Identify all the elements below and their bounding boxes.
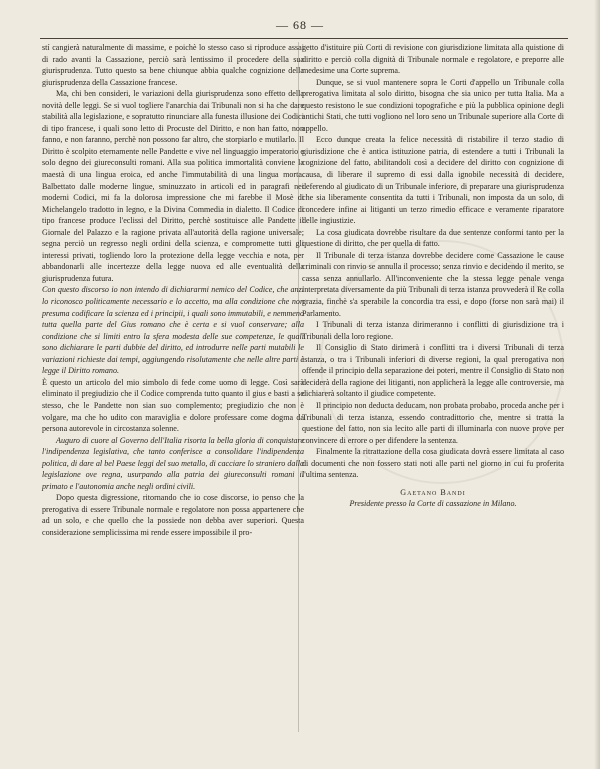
header-rule — [40, 38, 568, 39]
right-paragraph: Il principio non deducta deducam, non probata probabo, proceda anche per i Tribunali di terza istanza, essendo contradittorio che, mentre si tratta la questione del fatto, non sia lecito alle parti di illuminarla con nuove prove per convincere di errore o per difendere la sentenza. — [302, 400, 564, 445]
right-paragraph: getto d'istituire più Corti di revisione con giurisdizione limitata alla quistione di diritto e perciò colla dignità di Tribunale normale e regolatore, e preporre alle medesime una Corte suprema. — [302, 43, 564, 76]
left-column — [42, 42, 304, 539]
signature-role: Presidente presso la Corte di cassazione in Milano. — [349, 499, 517, 509]
left-paragraph: Auguro di cuore al Governo dell'Italia risorta la bella gloria di conquistare l'indipendenza legislativa, che tanto conferisce a consolidare l'indipendenza politica, di dare al bel Paese leggi del suo metallo, di cacciare lo straniero dalla legislazione ove regna, usurpando alla patria dei giureconsulti romani il primato e l'autonomia anche negli ordini civili. — [42, 435, 304, 491]
left-paragraph: Ma, chi ben consideri, le variazioni della giurisprudenza sono effetto della novità delle leggi. Se si vuol togliere l'anarchia dai Tribunali non si ha che dare stabilità alla legislazione, e sopratutto rinunciare alla funesta illusione dei Codici di tipo francese, i quali sono letto di Procuste del Diritto, e non han fatto, non fanno, e non faranno, perchè non possono far altro, che storpiarlo e mutilarlo. Il Diritto è scolpito eternamente nelle Pandette e vive nel linguaggio imperatorio e solo degno dei giureconsulti romani. Alla sua politica immortalità conviene la maestà di una lingua eroica, ed anche l'immutabilità di una lingua morta. Balbettato dalle moderne lingue, sminuzzato in articoli ed in paragrafi nei moderni Codici, mi fa la dolorosa impressione che mi farebbe il Mosè di Michelangelo tradotto in legno, e la Divina Commedia in dialetto. Il Codice di tipo francese produce l'eclissi del Diritto, perchè sostituisce alle Pandette il Giornale del Palazzo e la ragione privata all'autorità della ragione universale; segna perciò un regresso negli ordini della scienza, e compromette tutti gli interessi privati, togliendo loro la protezione della legge vecchia e nota, per abbandonarli alle incertezze della legge nuova ed alle eventualità della giurisprudenza futura. — [42, 89, 304, 283]
right-paragraph: Il Tribunale di terza istanza dovrebbe decidere come Cassazione le cause criminali con rinvio se annulla il processo; senza rinvio e decidendo il merito, se cassa senza annullarlo. All'inconveniente che la stessa legge penale venga interpretata diversamente da più Tribunali di terza istanza provvederà il Re colla grazia, finchè s'a sperabile la concordia tra essi, e dopo (forse non sarà mai) il Parlamento. — [302, 250, 564, 318]
signature-name: Gaetano Bandi — [400, 487, 466, 497]
right-paragraph: Il Consiglio di Stato dirimerà i conflitti tra i diversi Tribunali di terza istanza, o tra i Tribunali inferiori di diverse regioni, la qual prerogativa non offende il principio della separazione dei poteri, mentre il Consiglio di Stato non deciderà della ragione dei litiganti, non applicherà la legge alle controversie, ma dichiarerà soltanto il giudice competente. — [302, 343, 564, 399]
right-paragraph: Ecco dunque creata la felice necessità di ristabilire il terzo stadio di giurisdizione che è antica istituzione patria, di estendere a tutti i Tribunali la cognizione del fatto, abilitandoli così a decidere del diritto con cognizione di causa, di liberare il supremo di essi dalla ignobile necessità di decidere, deferendo al giudicato di un Tribunale inferiore, di preparare una giurisprudenza che sia liberamente consentita da tutti i Tribunali, non imposta da un solo, di concedere infine ai litiganti un terzo rimedio efficace e veramente riparatore delle ingiustizie. — [302, 135, 564, 226]
left-paragraph: Con questo discorso io non intendo di dichiararmi nemico del Codice, che anzi lo riconosco politicamente necessario e lo accetto, ma alla condizione che non presuma codificare la scienza ed i principii, i quali sono immutabili, e nemmeno tutta quella parte del Gius romano che è certa e si vuol conservare; alla condizione che si limiti entro la sfera modesta delle sue competenze, le quali sono dichiarare le parti dubbie del diritto, ed introdurre nelle parti mutabili le variazioni richieste dai tempi, aggiungendo risolutamente che nelle altre parti è legge il Diritto romano. — [42, 285, 304, 376]
page-edge-shadow — [594, 0, 600, 769]
right-paragraph: La cosa giudicata dovrebbe risultare da due sentenze conformi tanto per la questione di diritto, che per quella di fatto. — [302, 227, 564, 249]
right-paragraph: I Tribunali di terza istanza dirimeranno i conflitti di giurisdizione tra i Tribunali della loro regione. — [302, 320, 564, 341]
right-column — [302, 42, 564, 510]
left-paragraph: Dopo questa digressione, ritornando che io cose discorse, io penso che la prerogativa di essere Tribunale normale e regolatore non possa appartenere che ad un solo, e che quello che la possiede non debba aver superiori. Questa considerazione semplicissima mi rende essere impossibile il pro- — [42, 493, 304, 537]
right-paragraph: Finalmente la ritrattazione della cosa giudicata dovrà essere limitata al caso di documenti che non fossero stati noti alle parti nel giorno in cui fu proferita l'ultima sentenza. — [302, 447, 564, 480]
left-paragraph: stí cangierà naturalmente di massime, e poichè lo stesso caso si riproduce assai di rado avanti la Cassazione, perciò sarà lentissimo il procedere della sua giurisprudenza. Tutto questo sa bene chiunque abbia qualche cognizione della giurisprudenza della Cassazione francese. — [42, 43, 304, 87]
right-paragraph: Dunque, se si vuol mantenere sopra le Corti d'appello un Tribunale colla prerogativa limitata al solo diritto, bisogna che sia unico per tutta Italia. Ma a questo resistono le sue condizioni topografiche e più la pubblica opinione degli antichi Stati, che tutti vogliono nel loro seno un Tribunale superiore alla Corte di appello. — [302, 77, 564, 133]
page-number: — 68 — — [276, 18, 324, 32]
left-paragraph: È questo un articolo del mio simbolo di fede come uomo di legge. Così sarà eliminato il pregiudizio che il Codice comprenda tutto quanto il gius e basti a se stesso, che le Pandette non sian suo complemento; pregiudizio che non è volgare, ma che ho udito con maraviglia e dolore professare come dogma da persona autorevole in circostanza solenne. — [42, 377, 304, 434]
